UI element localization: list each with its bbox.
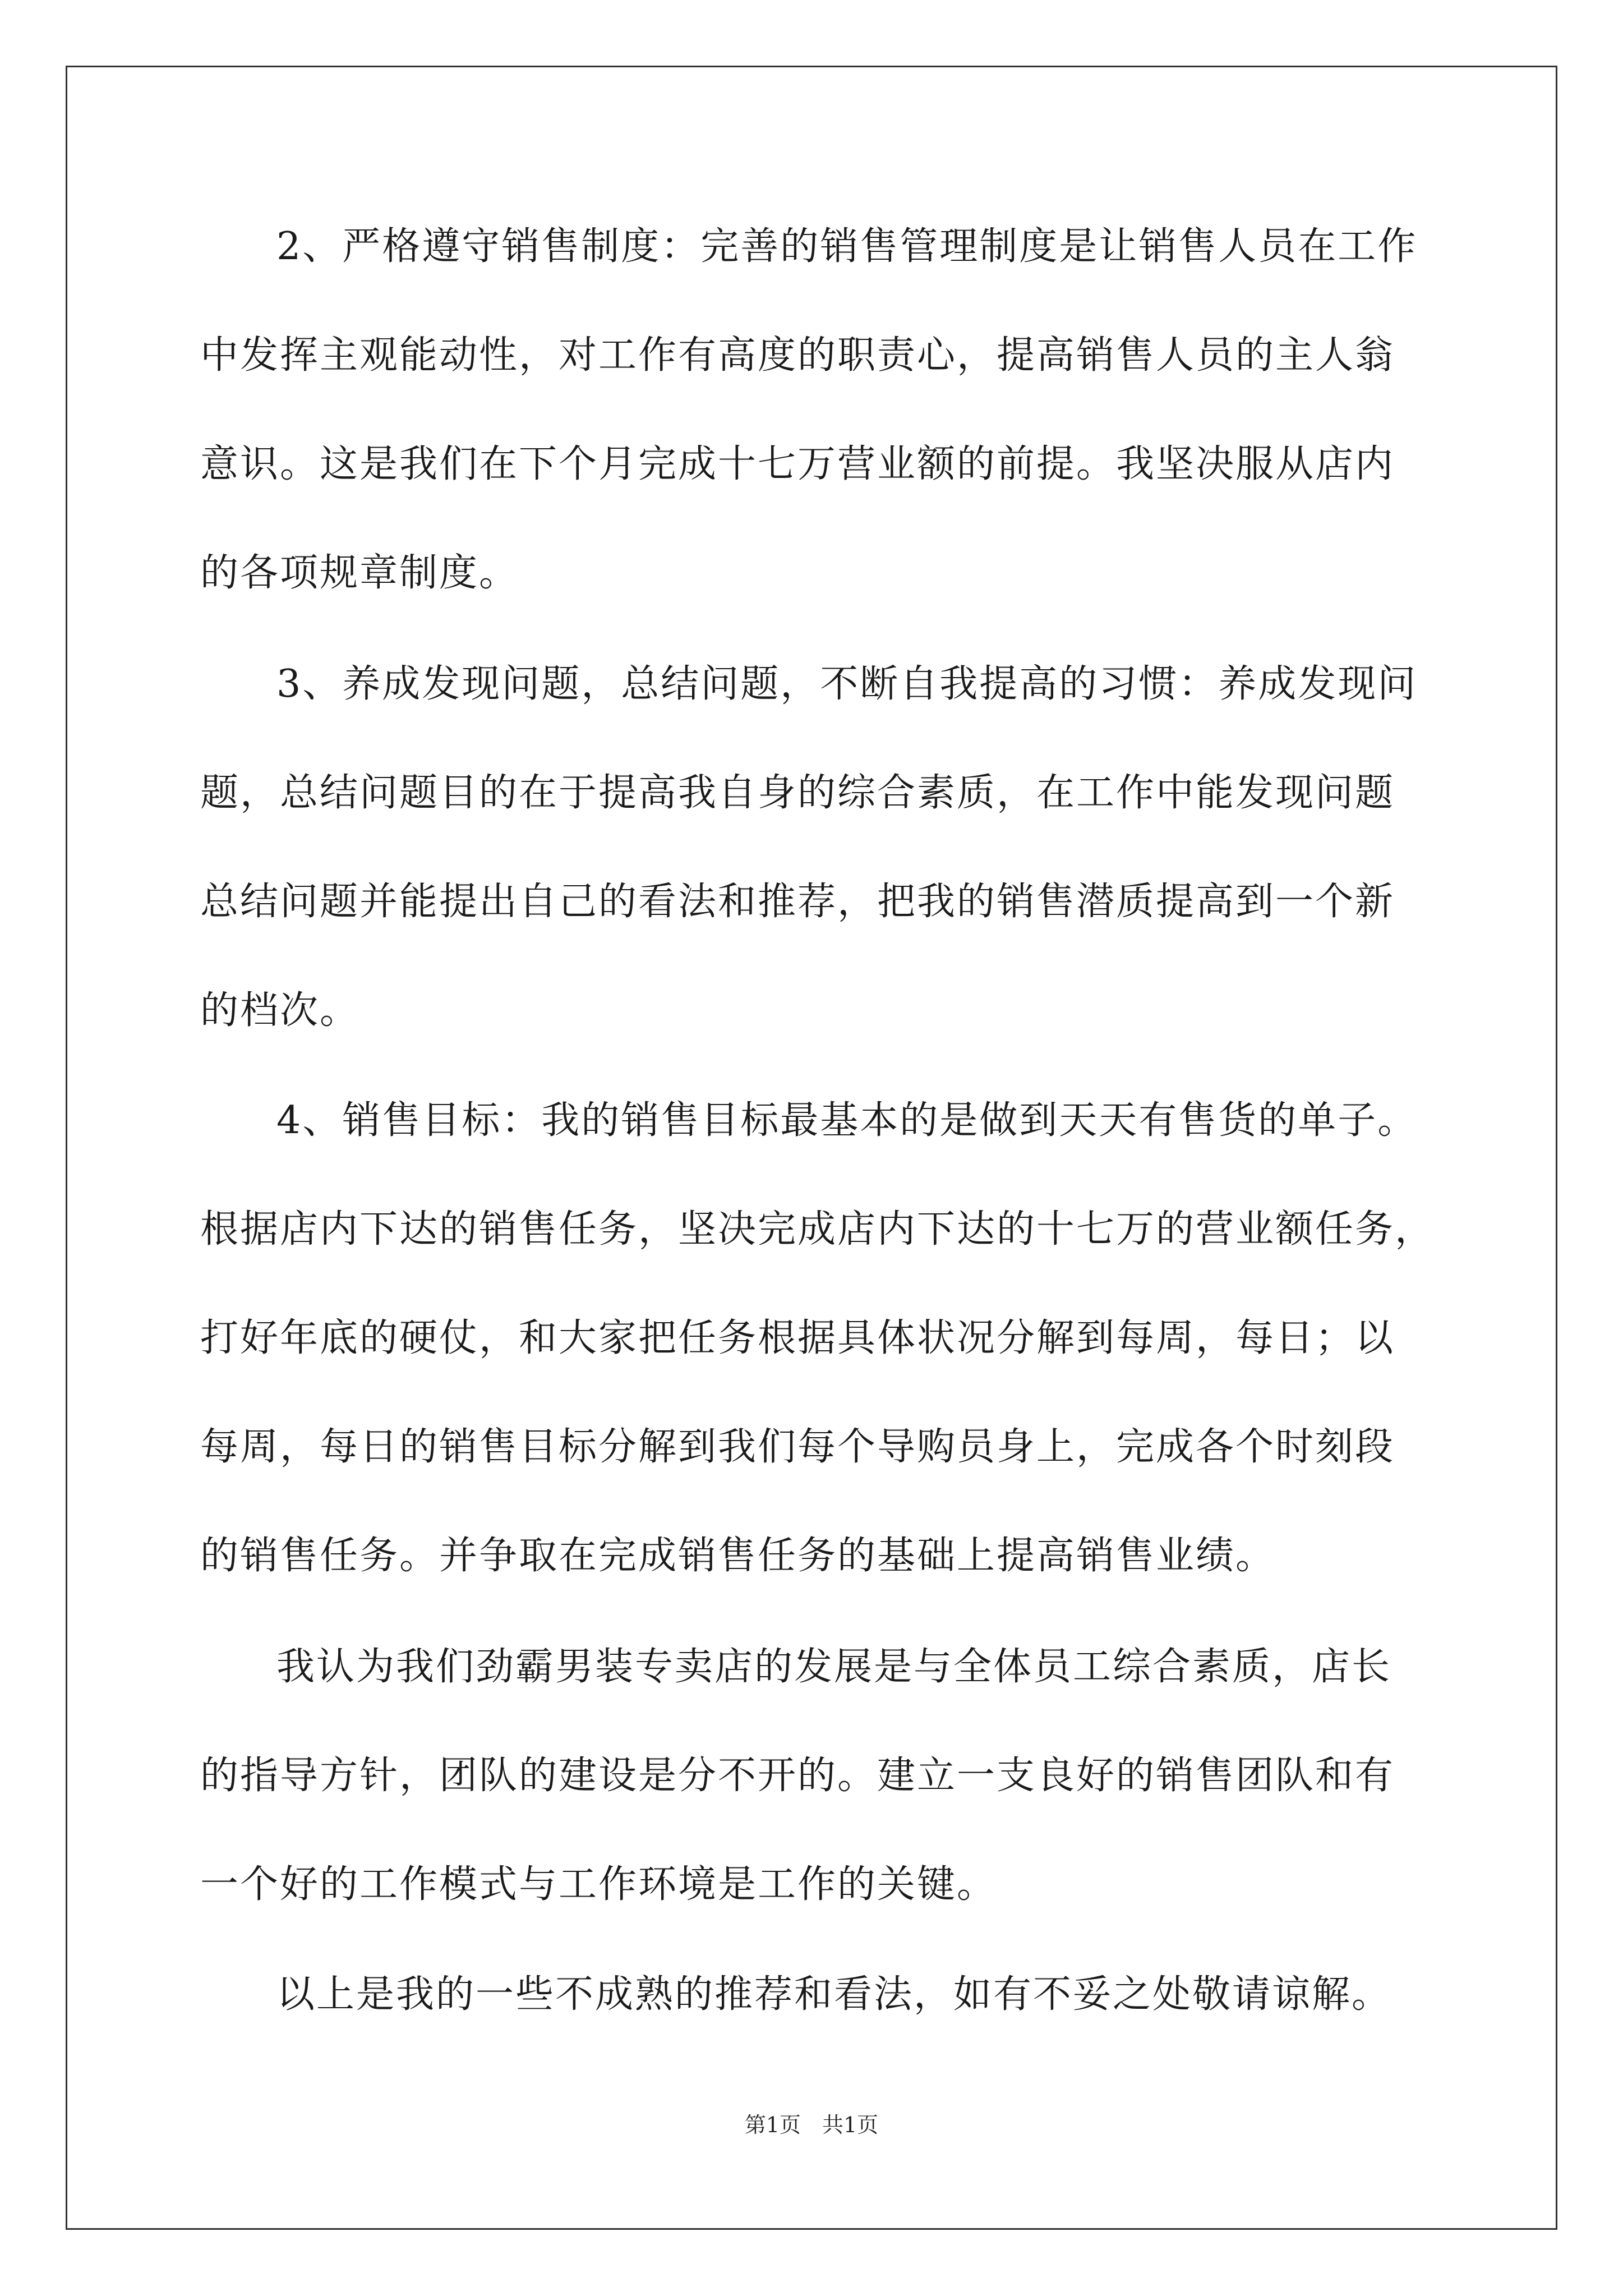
text-line: 一个好的工作模式与工作环境是工作的关键。 [200,1862,997,1907]
text-line: 的各项规章制度。 [200,551,519,595]
text-line: 以上是我的一些不成熟的推荐和看法，如有不妥之处敬请谅解。 [276,1972,1392,2017]
text-line: 意识。这是我们在下个月完成十七万营业额的前提。我坚决服从店内 [200,442,1395,486]
text-line: 根据店内下达的销售任务，坚决完成店内下达的十七万的营业额任务， [200,1207,1435,1251]
text-line: 打好年底的硬仗，和大家把任务根据具体状况分解到每周，每日；以 [200,1316,1395,1360]
text-line: 的指导方针，团队的建设是分不开的。建立一支良好的销售团队和有 [200,1754,1395,1798]
text-line: 中发挥主观能动性，对工作有高度的职责心，提高销售人员的主人翁 [200,333,1395,378]
text-line: 的销售任务。并争取在完成销售任务的基础上提高销售业绩。 [200,1534,1276,1578]
text-line: 我认为我们劲霸男装专卖店的发展是与全体员工综合素质，店长 [276,1645,1392,1689]
page-number-footer: 第1页 共1页 [744,2113,879,2137]
text-line: 3、养成发现问题，总结问题，不断自我提高的习惯：养成发现问 [276,662,1418,706]
text-line: 的档次。 [200,988,360,1033]
text-line: 每周，每日的销售目标分解到我们每个导购员身上，完成各个时刻段 [200,1425,1395,1469]
text-line: 题，总结问题目的在于提高我自身的综合素质，在工作中能发现问题 [200,771,1395,815]
text-line: 4、销售目标：我的销售目标最基本的是做到天天有售货的单子。 [276,1098,1418,1143]
text-line: 总结问题并能提出自己的看法和推荐，把我的销售潜质提高到一个新 [200,880,1395,924]
text-line: 2、严格遵守销售制度：完善的销售管理制度是让销售人员在工作 [276,224,1418,269]
